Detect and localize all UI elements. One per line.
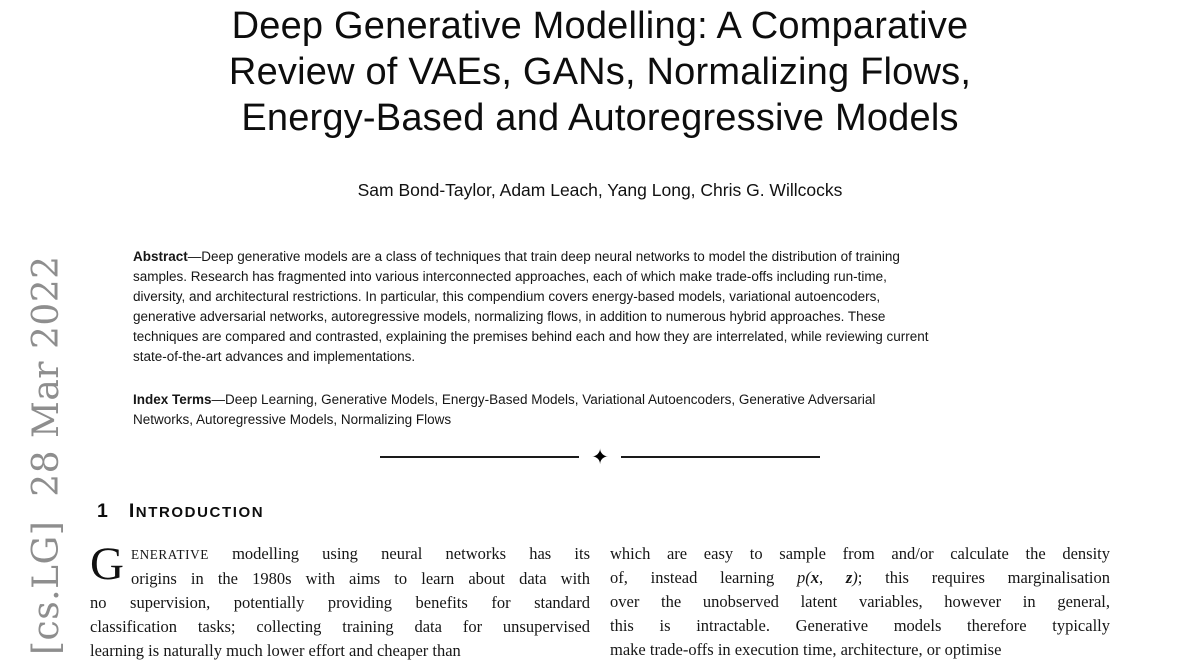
paper-title	[0, 3, 1200, 141]
math-function: p(	[796, 568, 811, 587]
smallcaps-word: ENERATIVE	[130, 547, 209, 562]
intro-left-column	[90, 538, 590, 663]
abstract-line: samples. Research has fragmented into various interconnected approaches, each of which make trade-offs including run-time,	[133, 269, 887, 284]
body-line: over the unobserved latent variables, however in general,	[610, 592, 1110, 611]
body-line: origins in the 1980s with aims to learn about data with	[130, 569, 590, 588]
paper-title-line: Deep Generative Modelling: A Comparative	[231, 5, 969, 47]
authors-line: Sam Bond-Taylor, Adam Leach, Yang Long, Chris G. Willcocks	[357, 180, 843, 200]
body-line: learning is naturally much lower effort and cheaper than	[90, 641, 461, 660]
abstract-line: diversity, and architectural restrictions. In particular, this compendium covers energy-based models, variational autoencoders,	[133, 289, 881, 304]
section-title-initial: I	[128, 500, 136, 522]
math-var-x: x	[810, 568, 819, 587]
body-line-math	[610, 566, 1110, 590]
body-line: no supervision, potentially providing benefits for standard	[90, 593, 590, 612]
section-heading-introduction	[97, 500, 264, 524]
dropcap-letter: G	[90, 538, 124, 590]
paper-title-line: Energy-Based and Autoregressive Models	[241, 97, 959, 139]
math-var-z: z	[845, 568, 853, 587]
abstract-line: generative adversarial networks, autoregressive models, normalizing flows, in addition to numerous hybrid approaches. These	[133, 309, 886, 324]
body-line	[90, 542, 590, 567]
abstract-line: state-of-the-art advances and implementations.	[133, 349, 416, 364]
math-close-paren: )	[852, 568, 858, 587]
body-line: classification tasks; collecting training data for unsupervised	[90, 617, 590, 636]
abstract-line	[133, 247, 1068, 267]
index-terms-line	[133, 390, 1068, 410]
abstract-line: techniques are compared and contrasted, explaining the premises behind each and how they are interrelated, while reviewing current	[133, 329, 929, 344]
arxiv-stamp: [cs.LG] 28 Mar 2022	[26, 255, 67, 655]
math-separator: ,	[818, 568, 846, 587]
index-terms-text: —Deep Learning, Generative Models, Energy-Based Models, Variational Autoencoders, Generative Adversarial	[211, 392, 876, 407]
index-terms-block	[133, 390, 1068, 430]
abstract-text: —Deep generative models are a class of techniques that train deep neural networks to model the distribution of training	[187, 249, 900, 264]
body-text: modelling using neural networks has its	[208, 544, 590, 563]
index-terms-line: Networks, Autoregressive Models, Normalizing Flows	[133, 412, 452, 427]
index-terms-label: Index Terms	[133, 392, 212, 407]
section-divider	[380, 444, 820, 470]
intro-right-column	[610, 542, 1110, 662]
section-title-rest: NTRODUCTION	[135, 504, 265, 521]
body-text: of, instead learning	[610, 568, 797, 587]
body-line: make trade-offs in execution time, architecture, or optimise	[610, 640, 1002, 659]
paper-title-line: Review of VAEs, GANs, Normalizing Flows,	[228, 51, 972, 93]
body-text: ; this requires marginalisation	[857, 568, 1110, 587]
divider-line-left	[380, 456, 579, 458]
section-number: 1	[97, 500, 108, 522]
body-line: which are easy to sample from and/or calculate the density	[610, 544, 1110, 563]
diamond-divider-icon: ✦	[591, 444, 609, 469]
abstract-label: Abstract	[133, 249, 188, 264]
abstract-block	[133, 247, 1068, 367]
divider-line-right	[621, 456, 820, 458]
body-line: this is intractable. Generative models therefore typically	[610, 616, 1110, 635]
